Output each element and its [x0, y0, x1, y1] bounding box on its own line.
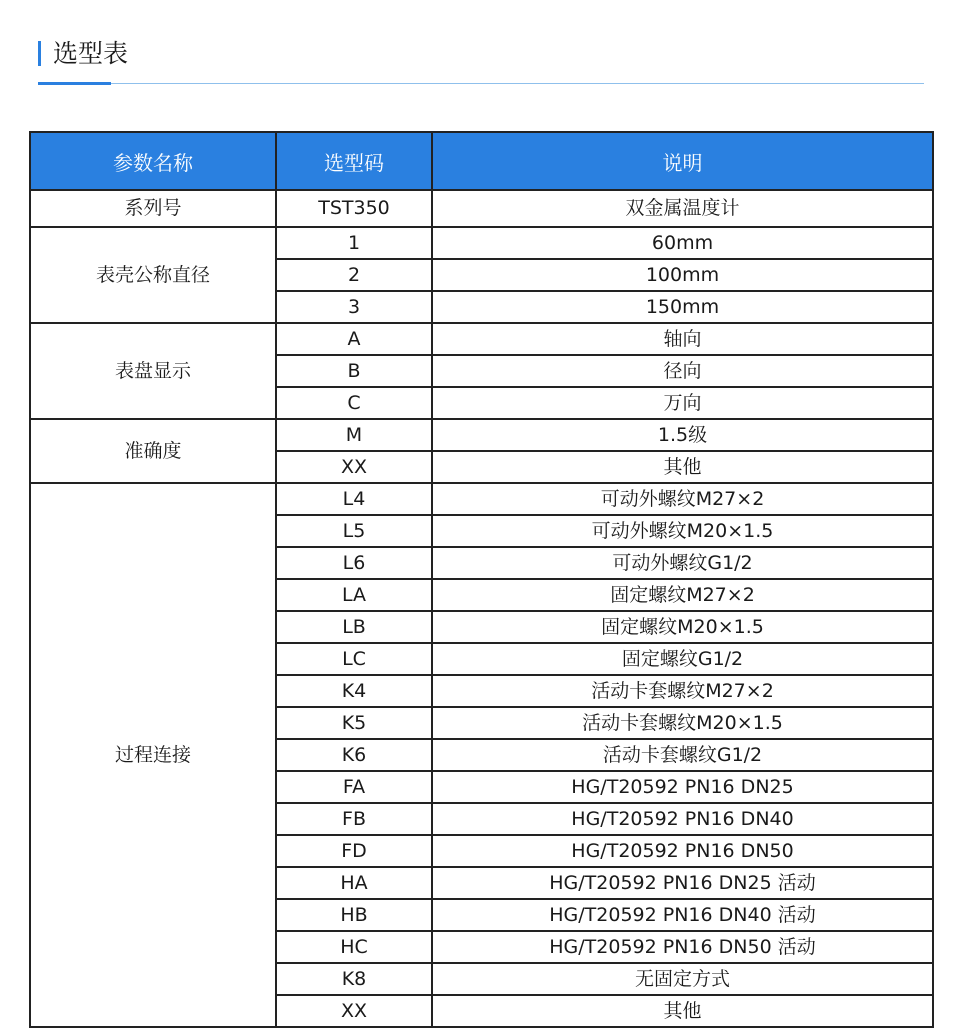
table-row	[30, 323, 933, 355]
description-cell: 万向	[432, 387, 933, 419]
column-header-parameter: 参数名称	[30, 132, 276, 190]
table-row	[30, 483, 933, 515]
code-cell: HC	[276, 931, 432, 963]
code-cell: 1	[276, 227, 432, 259]
code-cell: FA	[276, 771, 432, 803]
title-underline	[38, 83, 924, 84]
description-cell: 固定螺纹M27×2	[432, 579, 933, 611]
description-cell: 活动卡套螺纹M20×1.5	[432, 707, 933, 739]
description-cell: HG/T20592 PN16 DN25	[432, 771, 933, 803]
code-cell: L5	[276, 515, 432, 547]
table-body	[30, 190, 933, 1027]
description-cell: 1.5级	[432, 419, 933, 451]
table-row	[30, 419, 933, 451]
parameter-name-cell: 表壳公称直径	[30, 227, 276, 323]
code-cell: HB	[276, 899, 432, 931]
title-accent-bar	[38, 41, 41, 66]
code-cell: LC	[276, 643, 432, 675]
code-cell: 3	[276, 291, 432, 323]
description-cell: HG/T20592 PN16 DN50	[432, 835, 933, 867]
code-cell: XX	[276, 995, 432, 1027]
description-cell: 可动外螺纹M20×1.5	[432, 515, 933, 547]
code-cell: K5	[276, 707, 432, 739]
code-cell: 2	[276, 259, 432, 291]
code-cell: K6	[276, 739, 432, 771]
description-cell: 活动卡套螺纹G1/2	[432, 739, 933, 771]
code-cell: L4	[276, 483, 432, 515]
parameter-name-cell: 表盘显示	[30, 323, 276, 419]
code-cell: C	[276, 387, 432, 419]
description-cell: 可动外螺纹G1/2	[432, 547, 933, 579]
description-cell: 固定螺纹G1/2	[432, 643, 933, 675]
description-cell: 其他	[432, 451, 933, 483]
code-cell: TST350	[276, 190, 432, 227]
page-title: 选型表	[53, 39, 129, 68]
code-cell: FD	[276, 835, 432, 867]
code-cell: XX	[276, 451, 432, 483]
section-header	[38, 36, 924, 86]
description-cell: 固定螺纹M20×1.5	[432, 611, 933, 643]
code-cell: LB	[276, 611, 432, 643]
description-cell: 150mm	[432, 291, 933, 323]
code-cell: L6	[276, 547, 432, 579]
table-header-row	[30, 132, 933, 190]
description-cell: 无固定方式	[432, 963, 933, 995]
selection-table	[29, 131, 934, 1028]
description-cell: 双金属温度计	[432, 190, 933, 227]
table-row	[30, 190, 933, 227]
description-cell: HG/T20592 PN16 DN40	[432, 803, 933, 835]
column-header-code: 选型码	[276, 132, 432, 190]
description-cell: 其他	[432, 995, 933, 1027]
parameter-name-cell: 系列号	[30, 190, 276, 227]
code-cell: K8	[276, 963, 432, 995]
code-cell: M	[276, 419, 432, 451]
code-cell: FB	[276, 803, 432, 835]
code-cell: LA	[276, 579, 432, 611]
description-cell: 活动卡套螺纹M27×2	[432, 675, 933, 707]
description-cell: 可动外螺纹M27×2	[432, 483, 933, 515]
column-header-description: 说明	[432, 132, 933, 190]
table-head	[30, 132, 933, 190]
description-cell: 轴向	[432, 323, 933, 355]
description-cell: HG/T20592 PN16 DN50 活动	[432, 931, 933, 963]
description-cell: 60mm	[432, 227, 933, 259]
code-cell: HA	[276, 867, 432, 899]
description-cell: HG/T20592 PN16 DN40 活动	[432, 899, 933, 931]
title-underline-accent	[38, 82, 111, 85]
code-cell: B	[276, 355, 432, 387]
description-cell: HG/T20592 PN16 DN25 活动	[432, 867, 933, 899]
description-cell: 径向	[432, 355, 933, 387]
code-cell: A	[276, 323, 432, 355]
parameter-name-cell: 过程连接	[30, 483, 276, 1027]
description-cell: 100mm	[432, 259, 933, 291]
code-cell: K4	[276, 675, 432, 707]
parameter-name-cell: 准确度	[30, 419, 276, 483]
table-row	[30, 227, 933, 259]
